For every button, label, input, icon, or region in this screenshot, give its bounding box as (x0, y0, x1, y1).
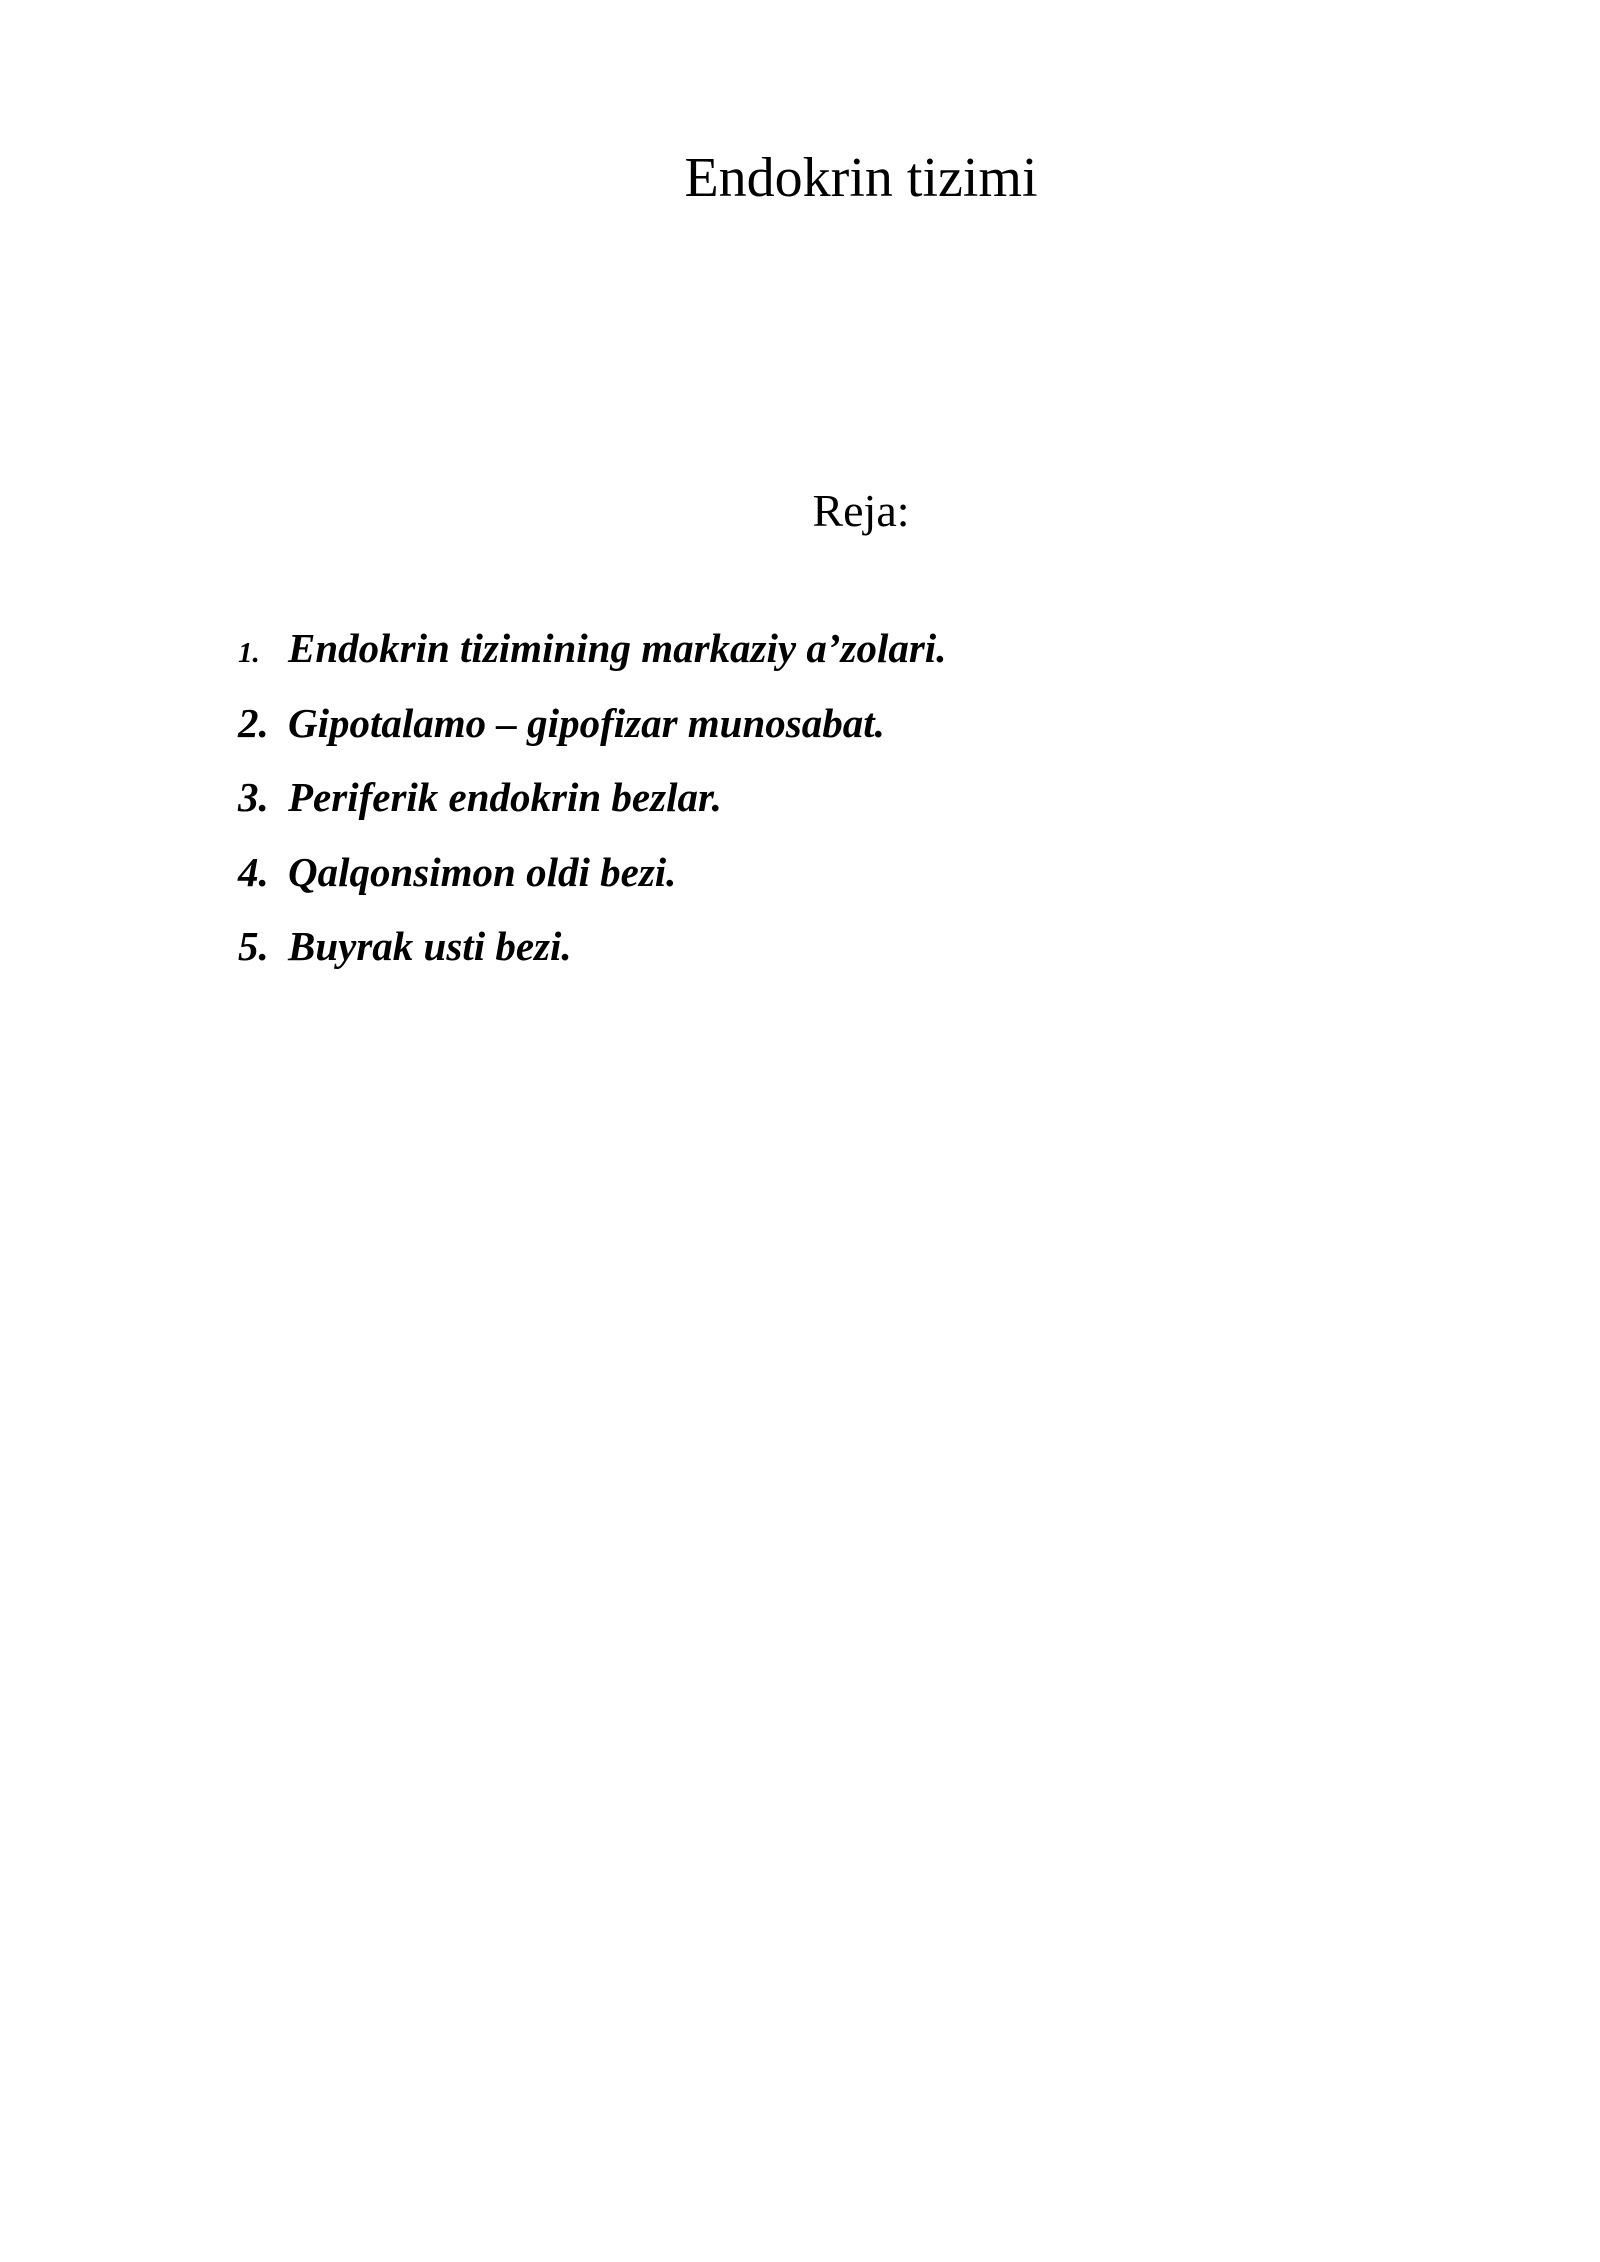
plan-item (238, 625, 947, 703)
plan-item (238, 699, 946, 778)
plan-item (238, 774, 946, 852)
plan-item-number: 5. (238, 923, 269, 969)
document-title: Endokrin tizimi (684, 147, 1038, 209)
plan-list (238, 625, 947, 1001)
plan-item-text: Endokrin tizimining markaziy a’zolari. (288, 625, 947, 671)
plan-item-text: Buyrak usti bezi. (288, 923, 572, 969)
plan-item-number: 3. (238, 774, 269, 820)
plan-item-text: Qalqonsimon oldi bezi. (288, 848, 677, 895)
plan-item-text: Periferik endokrin bezlar. (288, 774, 722, 820)
plan-item (238, 923, 946, 1001)
plan-item-text: Gipotalamo – gipofizar munosabat. (288, 699, 885, 746)
plan-heading: Reja: (812, 485, 910, 536)
plan-item-number: 2. (238, 699, 269, 746)
plan-item (238, 848, 946, 927)
plan-item-number: 4. (238, 848, 269, 895)
plan-item-number: 1. (238, 637, 260, 669)
